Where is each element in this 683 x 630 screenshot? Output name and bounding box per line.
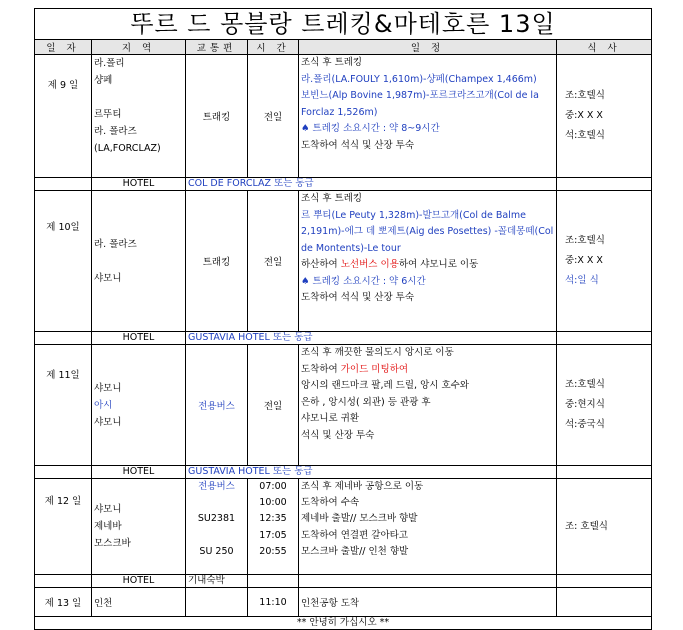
schedule-line: 보빈느(Alp Bovine 1,987m)-포르크라즈고개(Col de la Forclaz 1,526m) xyxy=(301,90,539,118)
meal: 석:일 식 xyxy=(565,275,599,286)
region xyxy=(94,89,183,106)
region: 샹페 xyxy=(94,75,113,86)
time-cell xyxy=(248,479,299,575)
meal: 조:호텔식 xyxy=(565,235,605,246)
schedule-line: 라.폴리(LA.FOULY 1,610m)-샹페(Champex 1,466m) xyxy=(301,73,537,85)
hotel-label: HOTEL xyxy=(92,332,186,345)
meal: 조:호텔식 xyxy=(565,379,605,390)
schedule-line: 조식 후 깨끗한 물의도시 앙시로 이동 xyxy=(301,347,454,358)
header-time: 시 간 xyxy=(248,40,299,55)
guide-highlight: 가이드 미팅하여 xyxy=(340,363,408,375)
transport xyxy=(188,495,245,511)
time: 20:55 xyxy=(259,545,287,557)
meal-cell xyxy=(557,191,652,332)
day-row-13 xyxy=(35,588,652,617)
footer-row xyxy=(35,617,652,630)
time: 12:35 xyxy=(259,513,287,525)
schedule-line: 샤모니로 귀환 xyxy=(301,413,360,424)
header-meal: 식 사 xyxy=(557,40,652,55)
hotel-row xyxy=(35,332,652,345)
day-label: 제 12 일 xyxy=(35,479,92,575)
time-cell: 전일 xyxy=(248,191,299,332)
time-cell: 전일 xyxy=(248,55,299,178)
schedule-text: 하여 샤모니로 이동 xyxy=(398,259,479,270)
hotel-name: 기내숙박 xyxy=(186,575,248,588)
header-transport: 교통편 xyxy=(186,40,248,55)
meal: 조:호텔식 xyxy=(565,90,605,101)
region: 인천 xyxy=(92,588,186,617)
transport xyxy=(188,528,245,544)
hotel-name: GUSTAVIA HOTEL 또는 동급 xyxy=(186,332,557,345)
region-cell xyxy=(92,479,186,575)
schedule-line: 도착하여 연결편 갈아타고 xyxy=(301,529,408,541)
day-row-10 xyxy=(35,191,652,332)
schedule-line: 제네바 출발// 모스크바 향발 xyxy=(301,513,418,525)
transport-cell: 전용버스 xyxy=(186,345,248,466)
schedule-route: 르 뿌티(Le Peuty 1,328m)-발므고개(Col de Balme 2,191m)-에그 데 뽀제트(Aig des Posettes) -꼴데몽떼(Col de Montents)-Le tour xyxy=(301,209,554,254)
time-cell: 전일 xyxy=(248,345,299,466)
schedule-line: ♠ 트레킹 소요시간 : 약 6시간 xyxy=(301,275,426,287)
region: 샤모니 xyxy=(94,382,122,394)
day-row-9 xyxy=(35,55,652,178)
schedule-line: 조식 후 제네바 공항으로 이동 xyxy=(301,481,424,492)
meal: 중:X X X xyxy=(565,255,603,266)
flight-number: SU2381 xyxy=(197,513,236,525)
region: 라.폴리 xyxy=(94,58,125,69)
meal: 중:현지식 xyxy=(565,399,605,410)
schedule-cell xyxy=(299,345,557,466)
schedule-cell xyxy=(299,191,557,332)
schedule-line: 석식 및 산장 투숙 xyxy=(301,429,375,441)
schedule-line: ♠ 트레킹 소요시간 : 약 8~9시간 xyxy=(301,123,440,134)
page-title: 뚜르 드 몽블랑 트레킹&마테호른 13일 xyxy=(34,8,652,40)
schedule-line: 도착하여 석식 및 산장 투숙 xyxy=(301,292,415,303)
hotel-label: HOTEL xyxy=(92,178,186,191)
hotel-row xyxy=(35,178,652,191)
region: 제네바 xyxy=(94,521,122,532)
header-date: 일 자 xyxy=(35,40,92,55)
region: 샤모니 xyxy=(94,416,122,428)
region: 아시 xyxy=(94,399,113,411)
meal: 석:중국식 xyxy=(565,419,605,430)
day-row-12 xyxy=(35,479,652,575)
transport-cell: 트래킹 xyxy=(186,55,248,178)
hotel-label: HOTEL xyxy=(92,575,186,588)
hotel-name: COL DE FORCLAZ 또는 동급 xyxy=(186,178,557,191)
region: 라. 폴라즈 xyxy=(94,238,137,250)
transport: 전용버스 xyxy=(198,481,235,492)
time-cell: 11:10 xyxy=(248,588,299,617)
header-schedule: 일 정 xyxy=(299,40,557,55)
bus-highlight: 노선버스 이용 xyxy=(340,259,399,270)
itinerary-table xyxy=(34,39,652,630)
meal: 중:X X X xyxy=(565,110,603,121)
schedule-line: 도착하여 가이드 미팅하여 xyxy=(301,363,408,375)
schedule-cell xyxy=(299,55,557,178)
hotel-label: HOTEL xyxy=(92,466,186,479)
hotel-row xyxy=(35,575,652,588)
time: 10:00 xyxy=(259,497,287,509)
schedule-line: 은하 , 앙시성( 외관) 등 관광 후 xyxy=(301,396,431,408)
schedule-line: 앙시의 랜드마크 팔,레 드릴, 앙시 호수와 xyxy=(301,380,469,391)
schedule-line xyxy=(301,257,554,274)
schedule-line: 도착하여 수속 xyxy=(301,497,360,509)
transport-cell xyxy=(186,479,248,575)
schedule-line: 도착하여 석식 및 산장 투숙 xyxy=(301,139,415,151)
transport-cell: 트래킹 xyxy=(186,191,248,332)
region: 샤모니 xyxy=(94,272,122,284)
schedule-line: 인천공항 도착 xyxy=(299,588,557,617)
flight-number: SU 250 xyxy=(199,545,234,557)
header-row xyxy=(35,40,652,55)
day-label: 제 11일 xyxy=(35,345,92,466)
schedule-line: 모스크바 출발// 인천 향발 xyxy=(301,545,409,557)
schedule-cell xyxy=(299,479,557,575)
meal: 조: 호텔식 xyxy=(565,520,608,532)
schedule-text: 하산하여 xyxy=(301,259,341,270)
farewell-text: ** 안녕히 가십시오 ** xyxy=(35,617,652,630)
schedule-line: 조식 후 트레킹 xyxy=(301,57,363,68)
day-label: 제 13 일 xyxy=(35,588,92,617)
region: 르뚜티 xyxy=(94,109,122,120)
header-region: 지 역 xyxy=(92,40,186,55)
day-row-11 xyxy=(35,345,652,466)
region: (LA,FORCLAZ) xyxy=(94,143,161,154)
hotel-name: GUSTAVIA HOTEL 또는 동급 xyxy=(186,466,557,479)
region: 라. 폴라즈 xyxy=(94,126,137,137)
meal-cell xyxy=(557,55,652,178)
day-label: 제 10일 xyxy=(35,191,92,332)
region-cell xyxy=(92,55,186,178)
time: 17:05 xyxy=(259,529,287,541)
region-cell xyxy=(92,191,186,332)
day-label: 제 9 일 xyxy=(35,55,92,178)
region xyxy=(94,253,183,270)
meal-cell xyxy=(557,479,652,575)
region: 모스크바 xyxy=(94,538,131,549)
meal: 석:호텔식 xyxy=(565,130,605,141)
region-cell xyxy=(92,345,186,466)
time: 07:00 xyxy=(259,481,287,492)
hotel-row xyxy=(35,466,652,479)
schedule-line: 조식 후 트레킹 xyxy=(301,193,363,204)
meal-cell xyxy=(557,345,652,466)
region: 샤모니 xyxy=(94,504,122,515)
